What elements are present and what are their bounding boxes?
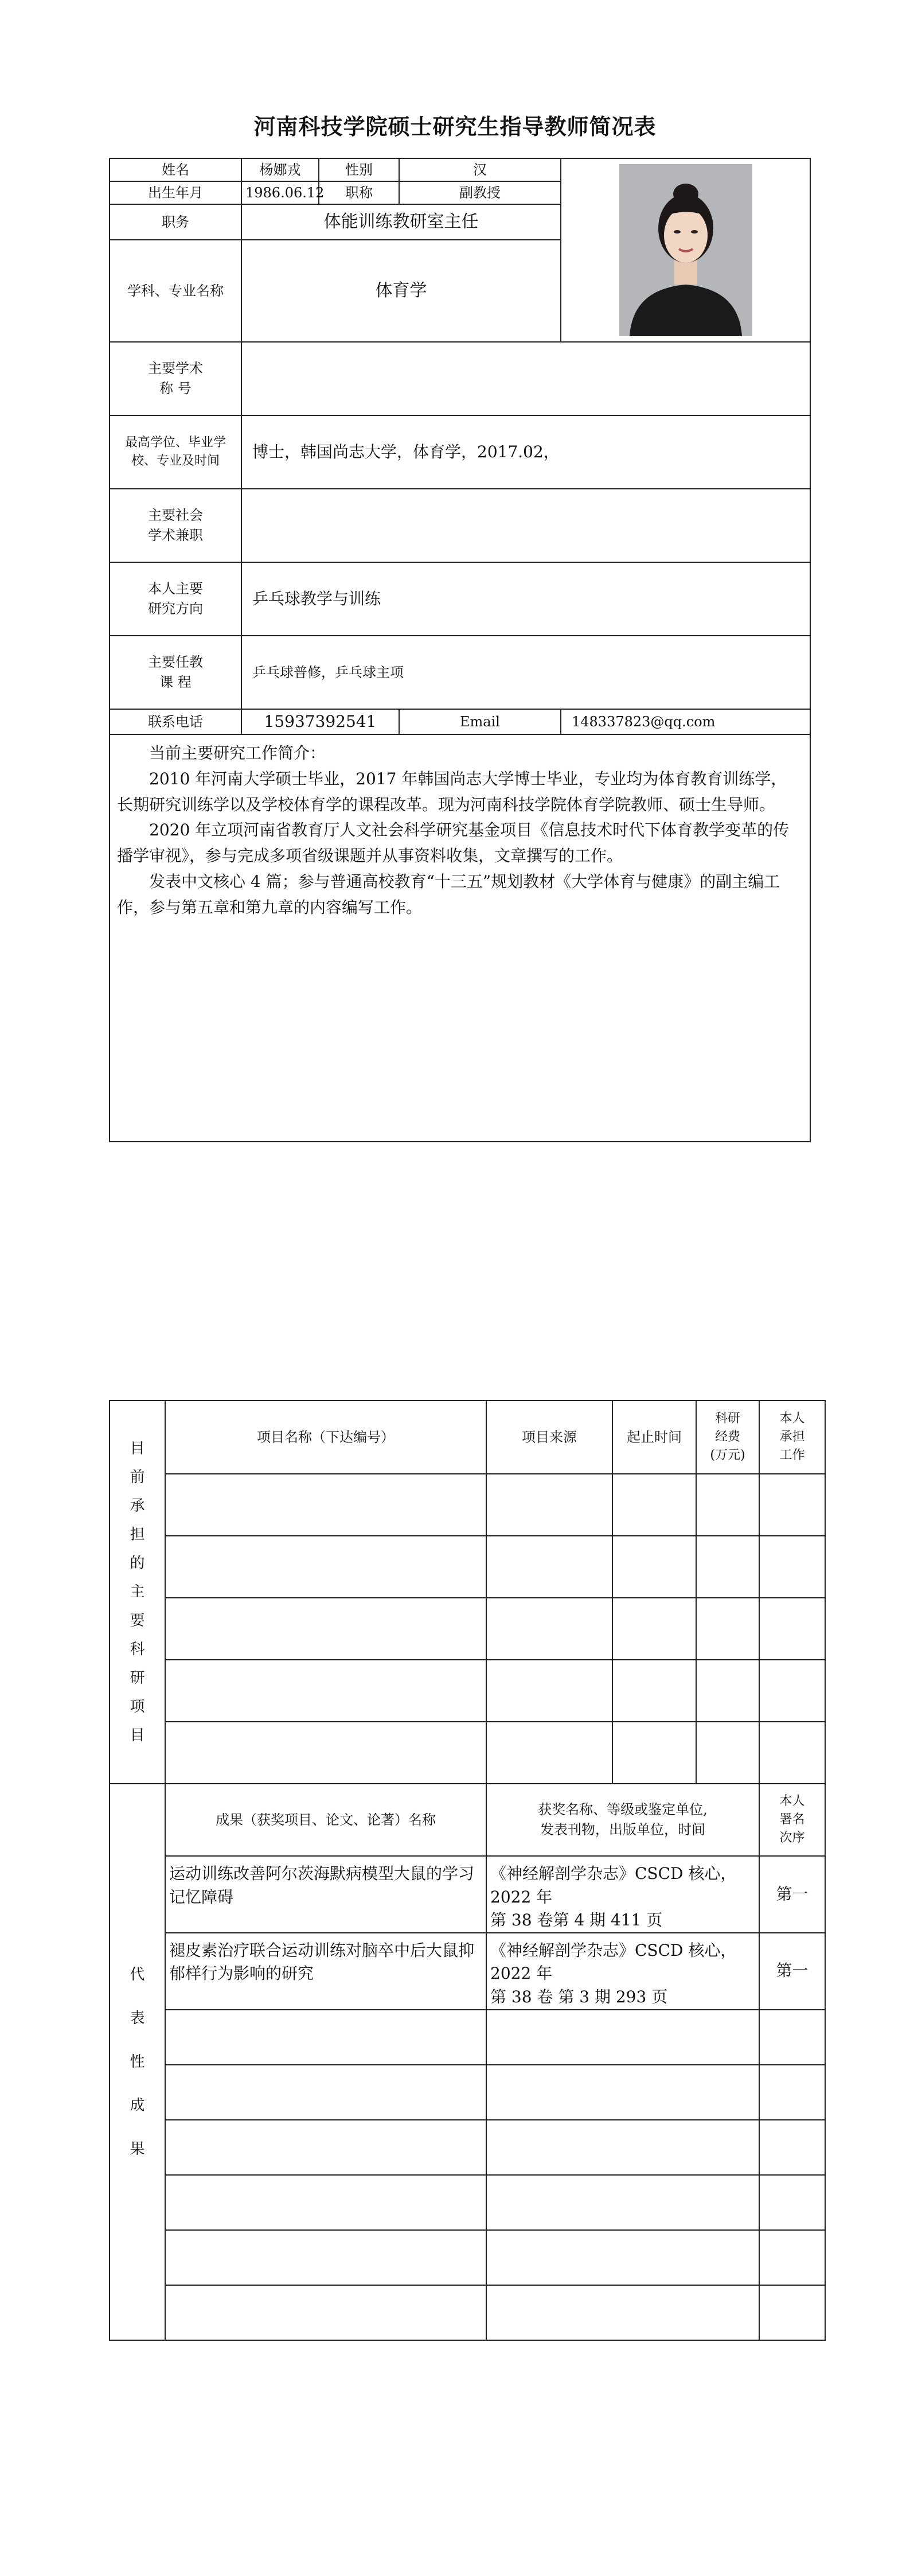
table-row: 运动训练改善阿尔茨海默病模型大鼠的学习记忆障碍 《神经解剖学杂志》CSCD 核心， 2022 年 第 38 卷第 4 期 411 页 第一: [110, 1856, 825, 1933]
projects-section-label: 目 前 承 担 的 主 要 科 研 项 目: [110, 1400, 165, 1784]
social-value: [241, 489, 810, 562]
gender-value: 汉: [399, 158, 561, 181]
research-heading: 当前主要研究工作简介：: [149, 744, 326, 762]
table-row: [110, 2285, 825, 2340]
subject-label: 学科、专业名称: [110, 240, 241, 342]
table-row: [110, 1722, 825, 1784]
research-paragraph: 2020 年立项河南省教育厅人文社会科学研究基金项目《信息技术时代下体育教学变革的传播学审视》，参与完成多项省级课题并从事资料收集，文章撰写的工作。: [117, 820, 790, 866]
degree-label: 最高学位、毕业学 校、专业及时间: [110, 415, 241, 489]
research-paragraph: 发表中文核心 4 篇；参与普通高校教育“十三五”规划教材《大学体育与健康》的副主编工作，参与第五章和第九章的内容编写工作。: [117, 871, 780, 917]
page-title: 河南科技学院硕士研究生指导教师简况表: [253, 114, 657, 139]
portrait-photo: [619, 164, 752, 336]
projects-achievements-table: [109, 1400, 826, 2341]
project-funding-header: 科研 经费 (万元): [696, 1400, 759, 1474]
subject-value: 体育学: [241, 240, 561, 342]
achievement-name-header: 成果（获奖项目、论文、论著）名称: [165, 1784, 486, 1856]
teacher-info-table: [109, 158, 811, 1142]
achievement-info-header: 获奖名称、等级或鉴定单位, 发表刊物，出版单位，时间: [486, 1784, 759, 1856]
phone-value: 15937392541: [241, 709, 399, 734]
photo-cell: [561, 158, 810, 342]
email-value: 148337823@qq.com: [561, 709, 810, 734]
direction-label: 本人主要 研究方向: [110, 562, 241, 636]
research-paragraph: 2010 年河南大学硕士毕业，2017 年韩国尚志大学博士毕业，专业均为体育教育训练学，长期研究训练学以及学校体育学的课程改革。现为河南科技学院体育学院教师、硕士生导师。: [117, 769, 787, 814]
table-row: [110, 1598, 825, 1660]
academic-title-label: 主要学术 称 号: [110, 342, 241, 415]
table-row: [110, 2120, 825, 2175]
gender-label: 性别: [319, 158, 399, 181]
name-value: 杨娜戎: [241, 158, 319, 181]
project-source-header: 项目来源: [486, 1400, 612, 1474]
academic-title-value: [241, 342, 810, 415]
courses-value: 乒乓球普修，乒乓球主项: [241, 636, 810, 709]
phone-label: 联系电话: [110, 709, 241, 734]
name-label: 姓名: [110, 158, 241, 181]
table-row: [110, 2010, 825, 2065]
table-row: [110, 2175, 825, 2230]
duty-value: 体能训练教研室主任: [241, 204, 561, 240]
courses-label: 主要任教 课 程: [110, 636, 241, 709]
author-order-header: 本人 署名 次序: [759, 1784, 825, 1856]
table-row: 褪皮素治疗联合运动训练对脑卒中后大鼠抑郁样行为影响的研究 《神经解剖学杂志》CSCD 核心， 2022 年 第 38 卷 第 3 期 293 页 第一: [110, 1933, 825, 2010]
social-label: 主要社会 学术兼职: [110, 489, 241, 562]
project-role-header: 本人 承担 工作: [759, 1400, 825, 1474]
direction-value: 乒乓球教学与训练: [241, 562, 810, 636]
project-name-header: 项目名称（下达编号）: [165, 1400, 486, 1474]
degree-value: 博士，韩国尚志大学，体育学，2017.02，: [241, 415, 810, 489]
birth-value: 1986.06.12: [241, 181, 319, 204]
table-row: [110, 2230, 825, 2285]
duty-label: 职务: [110, 204, 241, 240]
rank-value: 副教授: [399, 181, 561, 204]
table-row: [110, 1660, 825, 1722]
achievements-section-label: 代 表 性 成 果: [110, 1784, 165, 2340]
table-row: [110, 2065, 825, 2120]
rank-label: 职称: [319, 181, 399, 204]
research-summary: [110, 734, 810, 1142]
table-row: [110, 1536, 825, 1598]
table-row: [110, 1474, 825, 1536]
birth-label: 出生年月: [110, 181, 241, 204]
project-period-header: 起止时间: [612, 1400, 696, 1474]
email-label: Email: [399, 709, 561, 734]
